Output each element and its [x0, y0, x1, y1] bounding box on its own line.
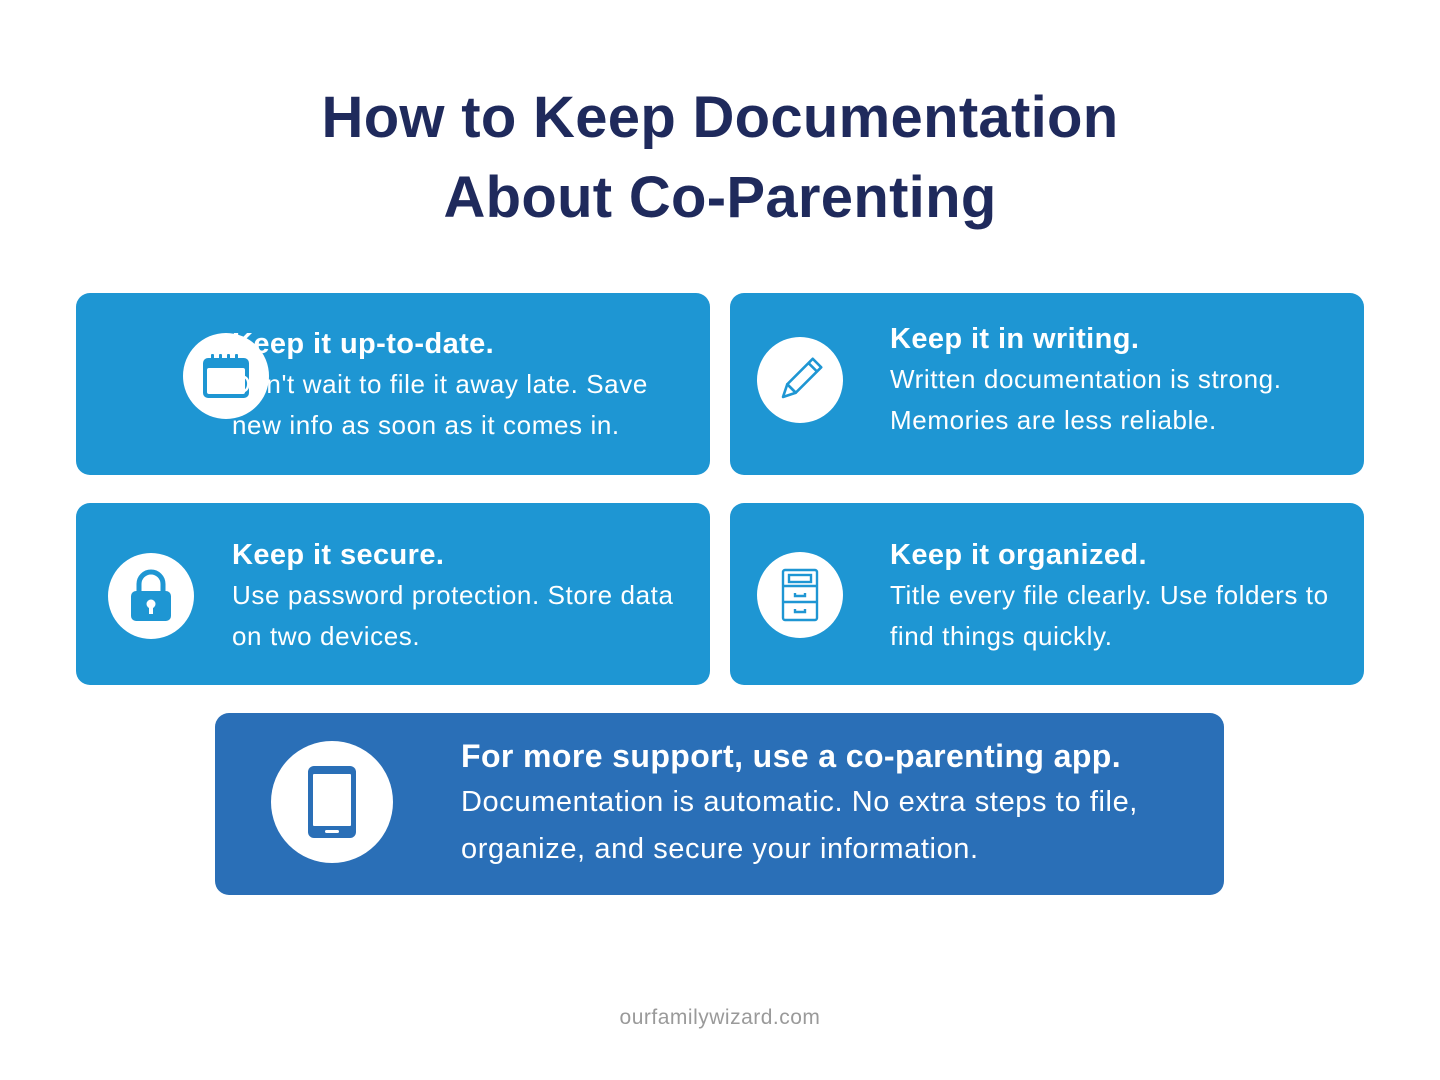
- tip-heading: Keep it up-to-date.: [232, 328, 495, 360]
- tablet-icon: [271, 741, 393, 863]
- tip-body: Use password protection. Store data on two devices.: [232, 580, 674, 651]
- tip-card-in-writing: [730, 293, 1364, 475]
- tip-heading: Keep it organized.: [890, 539, 1147, 571]
- tip-body: Documentation is automatic. No extra steps to file, organize, and secure your information.: [461, 786, 1138, 865]
- tip-card-organized: [730, 503, 1364, 685]
- site-url: ourfamilywizard.com: [619, 1006, 821, 1029]
- tip-heading: Keep it in writing.: [890, 323, 1140, 355]
- tip-body: Title every file clearly. Use folders to find things quickly.: [890, 580, 1329, 651]
- page-title: [0, 78, 1440, 238]
- pencil-icon: [757, 337, 843, 423]
- tip-card-app: [215, 713, 1224, 895]
- title-line-2: About Co-Parenting: [443, 165, 997, 230]
- file-cabinet-icon: [757, 552, 843, 638]
- tip-body: Written documentation is strong. Memories are less reliable.: [890, 364, 1282, 435]
- tip-body: Don't wait to file it away late. Save new info as soon as it comes in.: [232, 369, 648, 440]
- tip-heading: Keep it secure.: [232, 539, 445, 571]
- title-line-1: How to Keep Documentation: [321, 85, 1119, 150]
- tip-card-up-to-date: [76, 293, 710, 475]
- lock-icon: [108, 553, 194, 639]
- tip-heading: For more support, use a co-parenting app.: [461, 738, 1122, 774]
- tip-card-secure: [76, 503, 710, 685]
